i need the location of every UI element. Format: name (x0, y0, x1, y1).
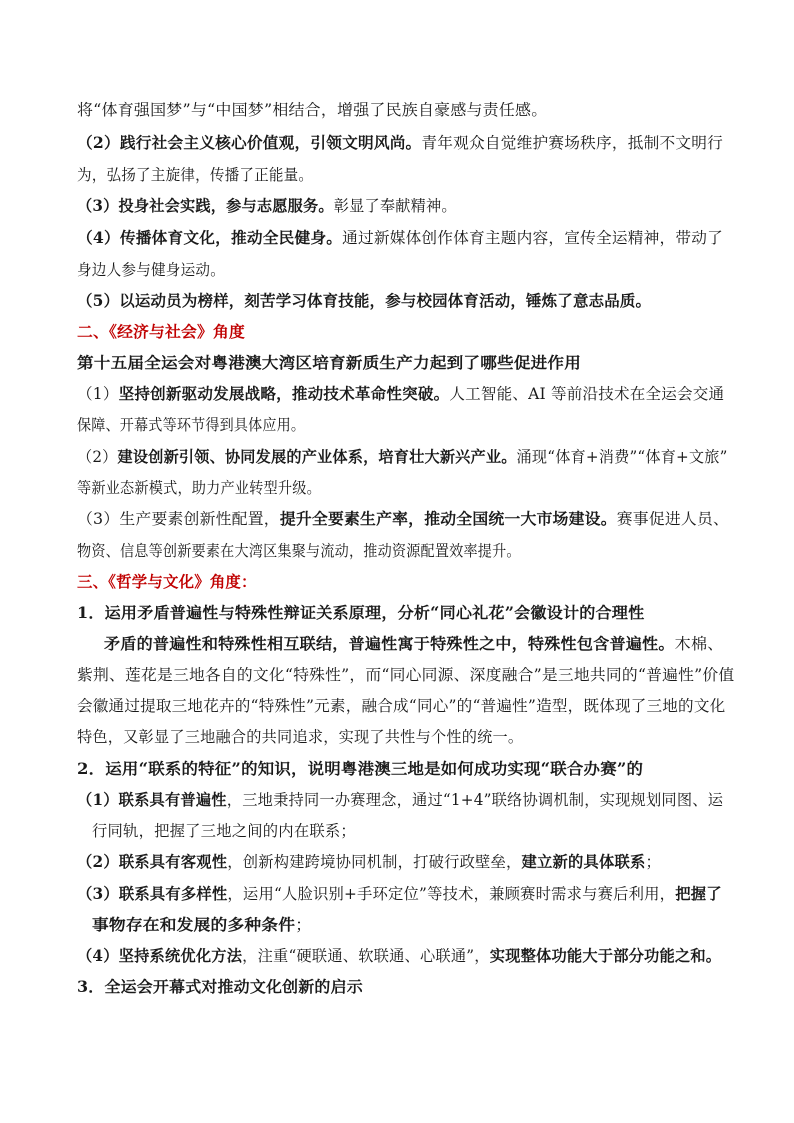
text-line (77, 603, 644, 623)
text-run: 等新业态新模式，助力产业转型升级。 (77, 479, 321, 497)
text-line (77, 415, 305, 435)
text-line (77, 977, 363, 997)
text-run: 身边人参与健身运动。 (77, 261, 226, 279)
text-line (77, 353, 581, 373)
text-run: （2） (77, 448, 118, 466)
text-line (77, 727, 523, 747)
text-line (77, 946, 721, 966)
text-run: 物资、信息等创新要素在大湾区集聚与流动，推动资源配置效率提升。 (77, 542, 521, 560)
text-line (77, 790, 723, 810)
section-heading: 二、《经济与社会》角度 (77, 322, 245, 341)
text-line (77, 541, 521, 561)
text-run: ，三地秉持同一办赛理念，通过“1+4”联络协调机制，实现规划同图、运 (226, 791, 724, 809)
text-run: 行同轨，把握了三地之间的内在联系； (92, 822, 356, 840)
text-line (77, 228, 723, 248)
text-run: ； (295, 916, 313, 934)
bold-text: （3）联系具有多样性 (77, 884, 228, 903)
bold-text: （1）联系具有普遍性 (77, 790, 227, 809)
text-run: ，运用“人脸识别+手环定位”等技术，兼顾赛时需求与赛后利用， (227, 885, 676, 903)
section-heading: 三、《哲学与文化》角度： (77, 572, 257, 591)
bold-text: 1．运用矛盾普遍性与特殊性辩证关系原理，分析“同心礼花”会徽设计的合理性 (77, 603, 645, 622)
text-line (77, 509, 729, 529)
bold-text: （3）投身社会实践，参与志愿服务。 (77, 196, 334, 215)
text-run: 人工智能、AI 等前沿技术在全运会交通 (449, 385, 725, 403)
text-line (77, 572, 257, 592)
bold-text: 建立新的具体联系 (521, 852, 646, 871)
text-line (77, 447, 728, 467)
text-line (77, 133, 723, 153)
text-line (77, 165, 313, 185)
bold-text: 事物存在和发展的多种条件 (92, 915, 296, 934)
text-run: 通过新媒体创作体育主题内容，宣传全运精神，带动了 (342, 229, 724, 247)
bold-text: 实现整体功能大于部分功能之和。 (489, 946, 722, 965)
bold-text: （2）联系具有客观性 (77, 852, 228, 871)
bold-text: 2．运用“联系的特征”的知识，说明粤港澳三地是如何成功实现“联合办赛”的 (77, 759, 644, 778)
text-run: （3）生产要素创新性配置， (77, 510, 280, 528)
text-run: ； (645, 853, 661, 871)
text-line (77, 696, 725, 716)
bold-text: （5）以运动员为榜样，刻苦学习体育技能，参与校园体育活动，锤炼了意志品质。 (77, 291, 652, 310)
text-line (77, 260, 225, 280)
text-line (92, 915, 312, 935)
text-run: 青年观众自觉维护赛场秩序，抵制不文明行 (421, 134, 724, 152)
text-run: 会徽通过提取三地花卉的“特殊性”元素，融合成“同心”的“普遍性”造型，既体现了三地的文化 (77, 697, 726, 715)
text-line (77, 196, 457, 216)
bold-text: （4）坚持系统优化方法 (77, 946, 243, 965)
text-line (77, 100, 547, 120)
text-run: （1） (77, 385, 119, 403)
text-run: 将“体育强国梦”与“中国梦”相结合，增强了民族自豪感与责任感。 (77, 101, 548, 119)
text-line (77, 665, 734, 685)
text-line (77, 384, 724, 404)
text-line (92, 821, 356, 841)
bold-text: 坚持创新驱动发展战略，推动技术革命性突破。 (118, 384, 450, 403)
text-line (77, 884, 722, 904)
text-run: 涌现“体育+消费”“体育+文旅” (516, 448, 728, 466)
text-run: 木棉、 (674, 635, 724, 653)
bold-text: 矛盾的普遍性和特殊性相互联结，普遍性寓于特殊性之中，特殊性包含普遍性。 (104, 634, 675, 653)
text-run: 保障、开幕式等环节得到具体应用。 (77, 416, 306, 434)
text-line (77, 322, 245, 342)
text-line (77, 478, 321, 498)
bold-text: 3．全运会开幕式对推动文化创新的启示 (77, 977, 363, 996)
text-line (77, 852, 661, 872)
bold-text: 提升全要素生产率，推动全国统一大市场建设。 (279, 509, 617, 528)
bold-text: （2）践行社会主义核心价值观，引领文明风尚。 (77, 133, 422, 152)
bold-text: 建设创新引领、协同发展的产业体系，培育壮大新兴产业。 (117, 447, 517, 466)
bold-text: 把握了 (675, 884, 722, 903)
text-run: 为，弘扬了主旋律，传播了正能量。 (77, 166, 314, 184)
text-run: 彰显了奉献精神。 (333, 197, 457, 215)
text-run: ，创新构建跨境协同机制，打破行政壁垒， (227, 853, 522, 871)
text-line (77, 291, 651, 311)
text-run: ，注重“硬联通、软联通、心联通”， (242, 947, 490, 965)
bold-text: （4）传播体育文化，推动全民健身。 (77, 228, 343, 247)
text-run: 紫荆、莲花是三地各自的文化“特殊性”，而“同心同源、深度融合”是三地共同的“普遍性”价值 (77, 666, 735, 684)
text-line (104, 634, 724, 654)
text-line (77, 759, 643, 779)
text-run: 赛事促进人员、 (616, 510, 730, 528)
bold-text: 第十五届全运会对粤港澳大湾区培育新质生产力起到了哪些促进作用 (77, 353, 582, 372)
text-run: 特色，又彰显了三地融合的共同追求，实现了共性与个性的统一。 (77, 728, 524, 746)
